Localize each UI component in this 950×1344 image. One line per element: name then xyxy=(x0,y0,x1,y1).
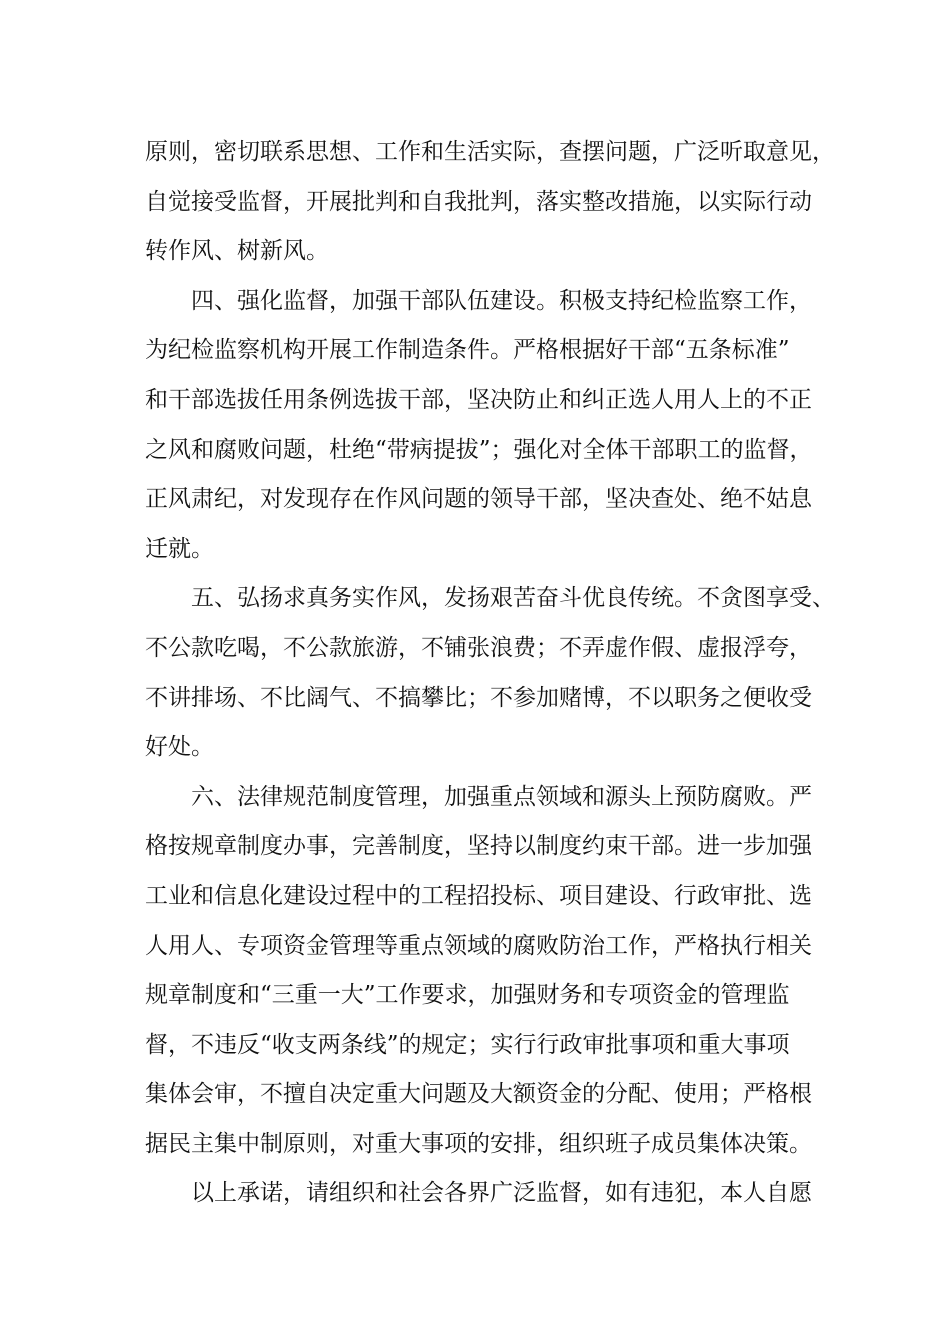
text-line: 之风和腐败问题，杜绝“带病提拔”；强化对全体干部职工的监督， xyxy=(145,436,813,463)
closing-paragraph-first-line: 以上承诺，请组织和社会各界广泛监督，如有违犯，本人自愿 xyxy=(191,1180,812,1207)
text-line: 集体会审，不擅自决定重大问题及大额资金的分配、使用；严格根 xyxy=(145,1081,812,1108)
text-line: 原则，密切联系思想、工作和生活实际，查摆问题，广泛听取意见， xyxy=(145,139,835,165)
text-line: 人用人、专项资金管理等重点领域的腐败防治工作，严格执行相关 xyxy=(145,932,812,959)
text-line: 格按规章制度办事，完善制度，坚持以制度约束干部。进一步加强 xyxy=(145,833,812,860)
text-line: 不公款吃喝，不公款旅游，不铺张浪费；不弄虚作假、虚报浮夸， xyxy=(145,634,812,661)
text-line: 迁就。 xyxy=(145,535,214,562)
text-line: 正风肃纪，对发现存在作风问题的领导干部，坚决查处、绝不姑息 xyxy=(145,486,812,513)
text-line: 督，不违反“收支两条线”的规定；实行行政审批事项和重大事项 xyxy=(145,1031,790,1058)
paragraph-6-first-line: 六、法律规范制度管理，加强重点领域和源头上预防腐败。严 xyxy=(191,783,812,810)
text-line: 和干部选拔任用条例选拔干部，坚决防止和纠正选人用人上的不正 xyxy=(145,386,812,413)
text-line: 转作风、树新风。 xyxy=(145,238,329,265)
text-line: 自觉接受监督，开展批判和自我批判，落实整改措施，以实际行动 xyxy=(145,188,812,215)
document-body xyxy=(145,128,835,1219)
paragraph-5-first-line: 五、弘扬求真务实作风，发扬艰苦奋斗优良传统。不贪图享受、 xyxy=(191,585,835,612)
text-line: 不讲排场、不比阔气、不搞攀比；不参加赌博，不以职务之便收受 xyxy=(145,684,812,711)
text-line: 为纪检监察机构开展工作制造条件。严格根据好干部“五条标准” xyxy=(145,337,790,364)
text-line: 好处。 xyxy=(145,734,214,761)
text-line: 规章制度和“三重一大”工作要求，加强财务和专项资金的管理监 xyxy=(145,982,790,1009)
paragraph-4-first-line: 四、强化监督，加强干部队伍建设。积极支持纪检监察工作， xyxy=(191,287,812,314)
text-line: 据民主集中制原则，对重大事项的安排，组织班子成员集体决策。 xyxy=(145,1130,812,1157)
text-line: 工业和信息化建设过程中的工程招投标、项目建设、行政审批、选 xyxy=(145,882,812,909)
